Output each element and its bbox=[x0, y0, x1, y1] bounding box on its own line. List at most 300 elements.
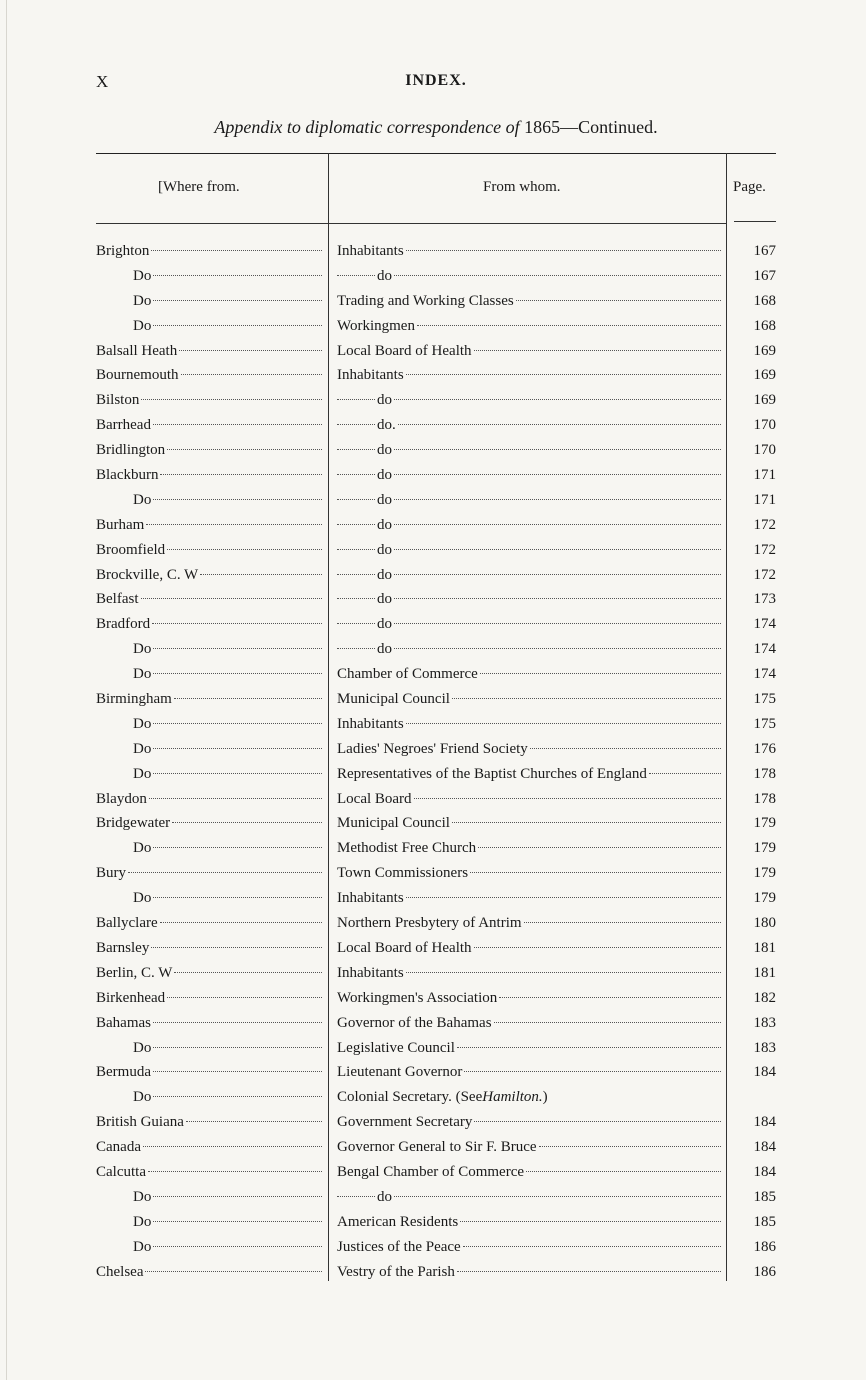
table-row bbox=[96, 1036, 776, 1061]
cell-where-from bbox=[133, 886, 324, 911]
cell-where-from bbox=[96, 911, 324, 936]
where-from-text: Birmingham bbox=[96, 691, 172, 708]
from-whom-text: Northern Presbytery of Antrim bbox=[337, 915, 522, 932]
where-from-text: Do bbox=[133, 641, 152, 658]
cell-page-number: 167 bbox=[753, 243, 776, 259]
table-row bbox=[96, 289, 776, 314]
where-from-text: Do bbox=[133, 1213, 152, 1230]
dot-leader bbox=[153, 300, 322, 301]
table-row bbox=[96, 1011, 776, 1036]
dot-leader bbox=[160, 474, 322, 475]
where-from-text: Do bbox=[133, 740, 152, 757]
cell-page-number: 168 bbox=[753, 292, 776, 309]
table-row bbox=[96, 264, 776, 289]
page-number: X bbox=[96, 72, 110, 91]
dot-leader bbox=[337, 424, 375, 425]
where-from-text: Do bbox=[133, 840, 152, 857]
cell-page-number: 180 bbox=[753, 915, 776, 932]
cell-from-whom bbox=[337, 1235, 723, 1260]
from-whom-text: Inhabitants bbox=[337, 890, 404, 907]
cell-page-number: 172 bbox=[753, 516, 776, 533]
dot-leader bbox=[337, 648, 375, 649]
table-row bbox=[96, 1060, 776, 1085]
from-whom-text: do. bbox=[377, 417, 396, 434]
cell-page-number: 185 bbox=[753, 1188, 776, 1205]
where-from-text: Do bbox=[133, 1238, 152, 1255]
cell-page-number: 181 bbox=[753, 939, 776, 956]
dot-leader bbox=[141, 598, 323, 599]
table-row bbox=[96, 488, 776, 513]
from-whom-text: Trading and Working Classes bbox=[337, 292, 514, 309]
cell-from-whom bbox=[337, 861, 723, 886]
dot-leader bbox=[649, 773, 721, 774]
from-whom-text: do bbox=[377, 1188, 392, 1205]
cell-from-whom bbox=[337, 488, 723, 513]
table-row bbox=[96, 836, 776, 861]
cell-page-number: 181 bbox=[753, 964, 776, 981]
dot-leader bbox=[337, 623, 375, 624]
table-row bbox=[96, 1185, 776, 1210]
cell-page-number: 178 bbox=[753, 765, 776, 782]
dot-leader bbox=[406, 972, 721, 973]
where-from-text: Broomfield bbox=[96, 541, 166, 558]
dot-leader bbox=[394, 549, 721, 550]
where-from-text: British Guiana bbox=[96, 1114, 184, 1131]
where-from-text: Bermuda bbox=[96, 1064, 151, 1081]
cell-where-from bbox=[133, 488, 324, 513]
dot-leader bbox=[153, 648, 322, 649]
cell-page-number: 182 bbox=[753, 989, 776, 1006]
from-whom-text: do bbox=[377, 591, 392, 608]
dot-leader bbox=[179, 350, 322, 351]
cell-page-number: 169 bbox=[753, 367, 776, 384]
dot-leader bbox=[145, 1271, 322, 1272]
where-from-text: Blackburn bbox=[96, 467, 159, 484]
cell-page-number: 174 bbox=[753, 616, 776, 633]
from-whom-text: Justices of the Peace bbox=[337, 1238, 461, 1255]
cell-where-from bbox=[133, 264, 324, 289]
column-header-where-from: [Where from. bbox=[158, 179, 240, 195]
dot-leader bbox=[394, 449, 721, 450]
table-row bbox=[96, 737, 776, 762]
cell-from-whom bbox=[337, 762, 723, 787]
cell-from-whom bbox=[337, 1060, 723, 1085]
dot-leader bbox=[167, 997, 322, 998]
dot-leader bbox=[406, 897, 721, 898]
dot-leader bbox=[464, 1071, 721, 1072]
cell-page-number: 170 bbox=[753, 417, 776, 434]
cell-where-from bbox=[96, 587, 324, 612]
cell-from-whom bbox=[337, 563, 723, 588]
from-whom-text: Governor of the Bahamas bbox=[337, 1014, 492, 1031]
cell-page-number bbox=[736, 1085, 776, 1110]
dot-leader bbox=[153, 499, 322, 500]
section-subtitle bbox=[96, 117, 776, 138]
where-from-text: Do bbox=[133, 267, 152, 284]
where-from-text: Chelsea bbox=[96, 1263, 144, 1280]
where-from-text: Do bbox=[133, 666, 152, 683]
dot-leader bbox=[463, 1246, 721, 1247]
cell-from-whom bbox=[337, 1036, 723, 1061]
column-header-from-whom: From whom. bbox=[483, 179, 561, 195]
table-row bbox=[96, 1160, 776, 1185]
from-whom-text: Municipal Council bbox=[337, 815, 450, 832]
cell-page-number: 176 bbox=[753, 740, 776, 757]
table-row bbox=[96, 861, 776, 886]
dot-leader bbox=[153, 1071, 322, 1072]
table-row bbox=[96, 1135, 776, 1160]
cell-where-from bbox=[96, 239, 324, 264]
cell-page-number: 174 bbox=[753, 666, 776, 683]
dot-leader bbox=[337, 275, 375, 276]
cell-where-from bbox=[133, 1235, 324, 1260]
where-from-text: Bournemouth bbox=[96, 367, 179, 384]
dot-leader bbox=[457, 1271, 721, 1272]
where-from-text: Bahamas bbox=[96, 1014, 151, 1031]
table-row bbox=[96, 911, 776, 936]
where-from-text: Do bbox=[133, 491, 152, 508]
dot-leader bbox=[414, 798, 721, 799]
cell-where-from bbox=[133, 1085, 324, 1110]
cell-where-from bbox=[96, 612, 324, 637]
cell-where-from bbox=[133, 737, 324, 762]
cell-from-whom bbox=[337, 339, 723, 364]
cell-from-whom bbox=[337, 687, 723, 712]
where-from-text: Bradford bbox=[96, 616, 151, 633]
dot-leader bbox=[394, 623, 721, 624]
from-whom-text: do bbox=[377, 442, 392, 459]
cell-where-from bbox=[133, 1210, 324, 1235]
where-from-text: Burham bbox=[96, 516, 145, 533]
cell-where-from bbox=[133, 762, 324, 787]
dot-leader bbox=[478, 847, 721, 848]
table-row bbox=[96, 314, 776, 339]
from-whom-text: Local Board bbox=[337, 790, 412, 807]
from-whom-text: do bbox=[377, 541, 392, 558]
from-whom-text: Workingmen's Association bbox=[337, 989, 498, 1006]
from-whom-text: do bbox=[377, 616, 392, 633]
dot-leader bbox=[153, 1221, 322, 1222]
from-whom-text: Inhabitants bbox=[337, 367, 404, 384]
dot-leader bbox=[153, 723, 322, 724]
cell-from-whom bbox=[337, 637, 723, 662]
table-row bbox=[96, 712, 776, 737]
cell-from-whom bbox=[337, 1011, 723, 1036]
from-whom-text: Town Commissioners bbox=[337, 865, 469, 882]
dot-leader bbox=[141, 399, 322, 400]
table-row bbox=[96, 986, 776, 1011]
cell-from-whom bbox=[337, 1085, 723, 1110]
cell-from-whom bbox=[337, 314, 723, 339]
table-row bbox=[96, 339, 776, 364]
cell-where-from bbox=[96, 936, 324, 961]
dot-leader bbox=[480, 673, 721, 674]
dot-leader bbox=[153, 748, 322, 749]
cell-from-whom bbox=[337, 886, 723, 911]
from-whom-text: do bbox=[377, 267, 392, 284]
dot-leader bbox=[406, 374, 721, 375]
cell-page-number: 179 bbox=[753, 890, 776, 907]
table-row bbox=[96, 1260, 776, 1285]
cell-from-whom bbox=[337, 712, 723, 737]
cell-from-whom bbox=[337, 612, 723, 637]
where-from-text: Berlin, C. W bbox=[96, 964, 173, 981]
from-whom-text: Local Board of Health bbox=[337, 342, 472, 359]
dot-leader bbox=[452, 698, 721, 699]
from-whom-italic: Hamilton. bbox=[482, 1089, 543, 1106]
dot-leader bbox=[160, 922, 322, 923]
dot-leader bbox=[337, 524, 375, 525]
cell-where-from bbox=[96, 438, 324, 463]
where-from-text: Do bbox=[133, 890, 152, 907]
cell-from-whom bbox=[337, 513, 723, 538]
where-from-text: Do bbox=[133, 317, 152, 334]
where-from-text: Ballyclare bbox=[96, 915, 158, 932]
cell-from-whom bbox=[337, 737, 723, 762]
cell-from-whom bbox=[337, 538, 723, 563]
cell-from-whom bbox=[337, 787, 723, 812]
from-whom-text: do bbox=[377, 491, 392, 508]
dot-leader bbox=[394, 275, 721, 276]
dot-leader bbox=[516, 300, 721, 301]
table-row bbox=[96, 363, 776, 388]
cell-from-whom bbox=[337, 1135, 723, 1160]
from-whom-text: Vestry of the Parish bbox=[337, 1263, 455, 1280]
cell-where-from bbox=[96, 811, 324, 836]
dot-leader bbox=[470, 872, 721, 873]
cell-from-whom bbox=[337, 587, 723, 612]
dot-leader bbox=[153, 897, 322, 898]
cell-where-from bbox=[96, 538, 324, 563]
dot-leader bbox=[167, 549, 322, 550]
dot-leader bbox=[524, 922, 721, 923]
from-whom-text: Legislative Council bbox=[337, 1039, 455, 1056]
cell-from-whom bbox=[337, 388, 723, 413]
cell-page-number: 173 bbox=[753, 591, 776, 608]
table-row bbox=[96, 463, 776, 488]
where-from-text: Balsall Heath bbox=[96, 342, 178, 359]
cell-page-number: 183 bbox=[753, 1014, 776, 1031]
dot-leader bbox=[474, 947, 721, 948]
cell-page-number: 179 bbox=[753, 815, 776, 832]
from-whom-text: Ladies' Negroes' Friend Society bbox=[337, 740, 528, 757]
cell-page-number: 169 bbox=[753, 342, 776, 359]
dot-leader bbox=[153, 773, 322, 774]
cell-page-number: 186 bbox=[753, 1238, 776, 1255]
cell-where-from bbox=[96, 1160, 324, 1185]
dot-leader bbox=[148, 1171, 322, 1172]
dot-leader bbox=[337, 598, 375, 599]
dot-leader bbox=[457, 1047, 721, 1048]
dot-leader bbox=[153, 275, 322, 276]
cell-from-whom bbox=[337, 911, 723, 936]
cell-page-number: 167 bbox=[753, 267, 776, 284]
dot-leader bbox=[337, 1196, 375, 1197]
dot-leader bbox=[153, 1196, 322, 1197]
dot-leader bbox=[181, 374, 323, 375]
dot-leader bbox=[417, 325, 721, 326]
cell-from-whom bbox=[337, 1210, 723, 1235]
dot-leader bbox=[153, 424, 322, 425]
dot-leader bbox=[337, 474, 375, 475]
table-header-rule bbox=[96, 223, 726, 224]
where-from-text: Blaydon bbox=[96, 790, 147, 807]
page-title: INDEX. bbox=[405, 72, 467, 89]
cell-where-from bbox=[133, 1185, 324, 1210]
table-row bbox=[96, 388, 776, 413]
cell-where-from bbox=[96, 961, 324, 986]
table-row bbox=[96, 787, 776, 812]
index-table bbox=[96, 153, 776, 1281]
where-from-text: Do bbox=[133, 292, 152, 309]
cell-page-number: 175 bbox=[753, 715, 776, 732]
cell-page-number: 184 bbox=[753, 1139, 776, 1156]
cell-where-from bbox=[133, 712, 324, 737]
dot-leader bbox=[474, 350, 721, 351]
cell-where-from bbox=[133, 662, 324, 687]
cell-from-whom bbox=[337, 836, 723, 861]
from-whom-tail: ) bbox=[542, 1089, 548, 1106]
dot-leader bbox=[172, 822, 322, 823]
cell-page-number: 172 bbox=[753, 566, 776, 583]
dot-leader bbox=[337, 549, 375, 550]
table-row bbox=[96, 1085, 776, 1110]
dot-leader bbox=[153, 325, 322, 326]
dot-leader bbox=[153, 1096, 322, 1097]
dot-leader bbox=[128, 872, 322, 873]
cell-where-from bbox=[96, 513, 324, 538]
dot-leader bbox=[394, 1196, 721, 1197]
dot-leader bbox=[394, 399, 721, 400]
table-row bbox=[96, 811, 776, 836]
where-from-text: Barrhead bbox=[96, 417, 151, 434]
from-whom-text: do bbox=[377, 641, 392, 658]
cell-page-number: 185 bbox=[753, 1213, 776, 1230]
table-row bbox=[96, 612, 776, 637]
cell-page-number: 179 bbox=[753, 865, 776, 882]
from-whom-text: Methodist Free Church bbox=[337, 840, 477, 857]
from-whom-text: Lieutenant Governor bbox=[337, 1064, 463, 1081]
table-row bbox=[96, 637, 776, 662]
from-whom-text: Governor General to Sir F. Bruce bbox=[337, 1139, 537, 1156]
where-from-text: Do bbox=[133, 765, 152, 782]
dot-leader bbox=[167, 449, 322, 450]
dot-leader bbox=[337, 449, 375, 450]
from-whom-text: Representatives of the Baptist Churches of England bbox=[337, 765, 647, 782]
from-whom-text: do bbox=[377, 392, 392, 409]
dot-leader bbox=[337, 399, 375, 400]
where-from-text: Bridlington bbox=[96, 442, 166, 459]
table-row bbox=[96, 587, 776, 612]
cell-where-from bbox=[96, 1110, 324, 1135]
cell-page-number: 171 bbox=[753, 491, 776, 508]
from-whom-text: Bengal Chamber of Commerce bbox=[337, 1163, 525, 1180]
table-row bbox=[96, 961, 776, 986]
table-row bbox=[96, 1235, 776, 1260]
from-whom-text: Municipal Council bbox=[337, 691, 450, 708]
cell-from-whom bbox=[337, 936, 723, 961]
cell-page-number: 170 bbox=[753, 442, 776, 459]
cell-where-from bbox=[96, 1135, 324, 1160]
table-row bbox=[96, 886, 776, 911]
table-row bbox=[96, 563, 776, 588]
where-from-text: Do bbox=[133, 715, 152, 732]
dot-leader bbox=[394, 574, 721, 575]
where-from-text: Do bbox=[133, 1039, 152, 1056]
where-from-text: Do bbox=[133, 1089, 152, 1106]
page-header bbox=[96, 72, 776, 98]
cell-page-number: 172 bbox=[753, 541, 776, 558]
where-from-text: Brighton bbox=[96, 243, 150, 259]
cell-where-from bbox=[133, 289, 324, 314]
where-from-text: Do bbox=[133, 1188, 152, 1205]
from-whom-text: Inhabitants bbox=[337, 243, 404, 259]
from-whom-text: do bbox=[377, 467, 392, 484]
from-whom-text: Government Secretary bbox=[337, 1114, 473, 1131]
dot-leader bbox=[460, 1221, 721, 1222]
cell-from-whom bbox=[337, 961, 723, 986]
dot-leader bbox=[452, 822, 721, 823]
dot-leader bbox=[539, 1146, 721, 1147]
cell-where-from bbox=[96, 687, 324, 712]
table-row bbox=[96, 438, 776, 463]
from-whom-text: Inhabitants bbox=[337, 964, 404, 981]
from-whom-text: Colonial Secretary. (See bbox=[337, 1089, 483, 1106]
where-from-text: Bury bbox=[96, 865, 126, 882]
cell-page-number: 179 bbox=[753, 840, 776, 857]
from-whom-text: Chamber of Commerce bbox=[337, 666, 478, 683]
table-row bbox=[96, 513, 776, 538]
cell-where-from bbox=[96, 1260, 324, 1285]
dot-leader bbox=[153, 673, 322, 674]
dot-leader bbox=[186, 1121, 322, 1122]
dot-leader bbox=[398, 424, 721, 425]
table-row bbox=[96, 1210, 776, 1235]
cell-page-number: 186 bbox=[753, 1263, 776, 1280]
cell-from-whom bbox=[337, 363, 723, 388]
from-whom-text: do bbox=[377, 516, 392, 533]
table-body bbox=[96, 239, 776, 1284]
cell-where-from bbox=[96, 563, 324, 588]
cell-where-from bbox=[96, 463, 324, 488]
dot-leader bbox=[337, 574, 375, 575]
cell-page-number: 183 bbox=[753, 1039, 776, 1056]
cell-from-whom bbox=[337, 662, 723, 687]
where-from-text: Brockville, C. W bbox=[96, 566, 199, 583]
table-row bbox=[96, 538, 776, 563]
where-from-text: Barnsley bbox=[96, 939, 150, 956]
dot-leader bbox=[200, 574, 322, 575]
cell-page-number: 184 bbox=[753, 1114, 776, 1131]
cell-where-from bbox=[96, 1011, 324, 1036]
dot-leader bbox=[153, 847, 322, 848]
dot-leader bbox=[394, 648, 721, 649]
cell-where-from bbox=[133, 314, 324, 339]
dot-leader bbox=[494, 1022, 721, 1023]
where-from-text: Belfast bbox=[96, 591, 139, 608]
cell-from-whom bbox=[337, 811, 723, 836]
dot-leader bbox=[394, 499, 721, 500]
cell-from-whom bbox=[337, 1110, 723, 1135]
column-header-page: Page. bbox=[733, 179, 766, 195]
where-from-text: Bilston bbox=[96, 392, 140, 409]
dot-leader bbox=[151, 947, 322, 948]
from-whom-text: Workingmen bbox=[337, 317, 415, 334]
subtitle-italic: Appendix to diplomatic correspondence of bbox=[214, 117, 520, 137]
cell-from-whom bbox=[337, 1160, 723, 1185]
cell-where-from bbox=[133, 637, 324, 662]
dot-leader bbox=[174, 698, 322, 699]
